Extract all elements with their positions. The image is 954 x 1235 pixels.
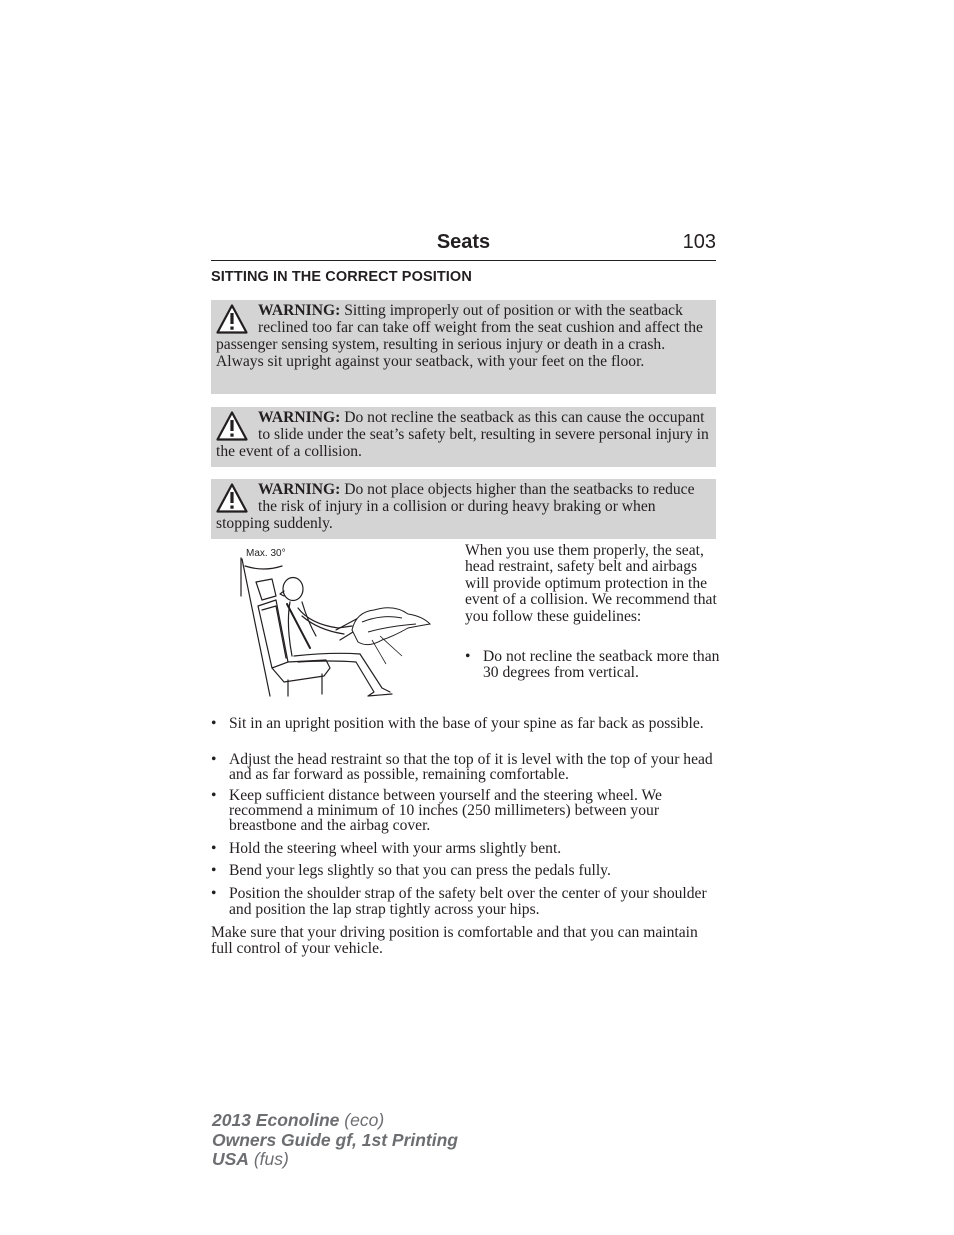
- bullet-dot: •: [211, 885, 217, 902]
- warning-text: Do not place objects higher than the seatbacks to reduce the risk of injury in a collision or during heavy braking or when stopping suddenly.: [216, 481, 695, 532]
- footer-line-model: [212, 1111, 458, 1131]
- footer-model: 2013 Econoline: [212, 1110, 340, 1130]
- guideline-text: Hold the steering wheel with your arms slightly bent.: [229, 840, 562, 857]
- bullet-dot: •: [211, 751, 217, 768]
- guideline-text: Keep sufficient distance between yourself and the steering wheel. We recommend a minimum of 10 inches (250 millimeters) between your breastbone and the airbag cover.: [229, 787, 662, 834]
- warning-triangle-icon: [216, 483, 248, 513]
- warning-box-1: [211, 300, 716, 394]
- section-heading: SITTING IN THE CORRECT POSITION: [211, 269, 472, 285]
- warning-box-2: [211, 407, 716, 467]
- bullet-dot: •: [211, 840, 217, 857]
- guideline-text: Do not recline the seatback more than 30 degrees from vertical.: [483, 648, 720, 681]
- closing-paragraph: Make sure that your driving position is comfortable and that you can maintain full control of your vehicle.: [211, 924, 698, 957]
- warning-box-3: [211, 479, 716, 539]
- bullet-dot: •: [211, 787, 217, 804]
- warning-label: WARNING:: [258, 409, 341, 426]
- page-number: 103: [682, 231, 716, 253]
- section-title: Seats: [436, 231, 491, 253]
- footer-model-code: (eco): [339, 1110, 385, 1130]
- footer-market-code: (fus): [248, 1149, 289, 1169]
- page-footer: [212, 1111, 458, 1170]
- bullet-dot: •: [465, 648, 471, 665]
- footer-guide: Owners Guide gf, 1st Printing: [212, 1129, 458, 1150]
- warning-triangle-icon: [216, 304, 248, 334]
- footer-line-guide: [212, 1131, 458, 1151]
- max-angle-label: Max. 30°: [246, 548, 286, 559]
- warning-triangle-icon: [216, 411, 248, 441]
- warning-label: WARNING:: [258, 481, 341, 498]
- page-header: [211, 230, 716, 261]
- guideline-text: Position the shoulder strap of the safety belt over the center of your shoulder and position the lap strap tightly across your hips.: [229, 885, 707, 918]
- guideline-text: Adjust the head restraint so that the top of it is level with the top of your head and as far forward as possible, remaining comfortable.: [229, 751, 713, 783]
- warning-text: Sitting improperly out of position or with the seatback reclined too far can take off weight from the seat cushion and affect the passenger sensing system, resulting in serious injury or death in a crash. Always sit upright against your seatback, with your feet on the floor.: [216, 302, 703, 370]
- guideline-text: Bend your legs slightly so that you can press the pedals fully.: [229, 862, 611, 879]
- airbag-drawing: [352, 608, 430, 664]
- footer-market: USA: [212, 1149, 249, 1169]
- seating-position-illustration: [232, 544, 438, 702]
- warning-text: Do not recline the seatback as this can cause the occupant to slide under the seat’s safety belt, resulting in severe personal injury in the event of a collision.: [216, 409, 709, 460]
- footer-line-market: [212, 1150, 458, 1170]
- intro-paragraph: When you use them properly, the seat, head restraint, safety belt and airbags will provide optimum protection in the event of a collision. We recommend that you follow these guidelines:: [465, 542, 717, 625]
- bullet-dot: •: [211, 715, 217, 732]
- bullet-dot: •: [211, 862, 217, 879]
- warning-label: WARNING:: [258, 302, 341, 319]
- guideline-text: Sit in an upright position with the base of your spine as far back as possible.: [229, 715, 704, 732]
